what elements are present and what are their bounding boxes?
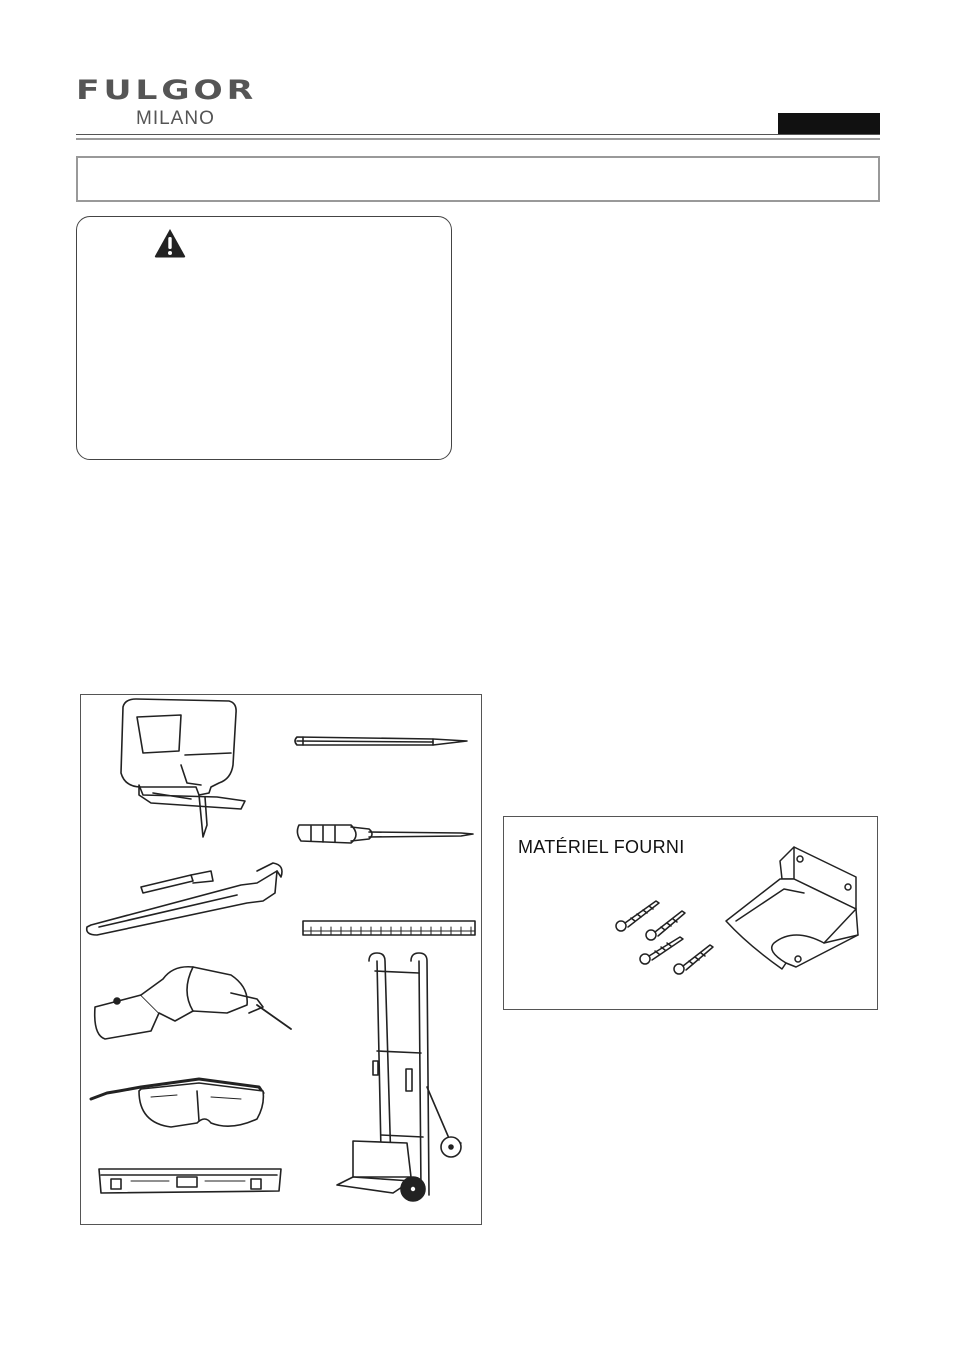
- screw-icon: [640, 937, 683, 964]
- anti-tip-bracket-icon: [726, 847, 858, 969]
- warning-triangle-icon: [153, 227, 187, 259]
- supplied-title: MATÉRIEL FOURNI: [518, 837, 685, 857]
- brand-name: FULGOR: [76, 75, 258, 106]
- screw-icon: [646, 911, 685, 940]
- hand-truck-icon: [337, 953, 461, 1201]
- warning-box: [76, 216, 452, 460]
- pencil-icon: [295, 737, 467, 745]
- screw-icon: [674, 945, 713, 974]
- pipe-wrench-icon: [87, 863, 282, 935]
- screwdriver-icon: [297, 825, 473, 843]
- header-divider: [76, 134, 880, 135]
- drill-icon: [95, 967, 291, 1039]
- brand-subname: MILANO: [136, 108, 215, 129]
- section-title-box: [76, 156, 880, 202]
- header-divider-secondary: [76, 138, 880, 140]
- tape-measure-icon: [303, 921, 475, 935]
- level-icon: [99, 1169, 281, 1193]
- screw-icon: [616, 901, 659, 931]
- safety-goggles-icon: [91, 1079, 263, 1127]
- brand-logo: [76, 76, 286, 136]
- language-tab: [778, 113, 880, 134]
- supplied-hardware-panel: [503, 816, 878, 1010]
- jigsaw-icon: [121, 699, 245, 837]
- tools-illustration: [80, 694, 482, 1225]
